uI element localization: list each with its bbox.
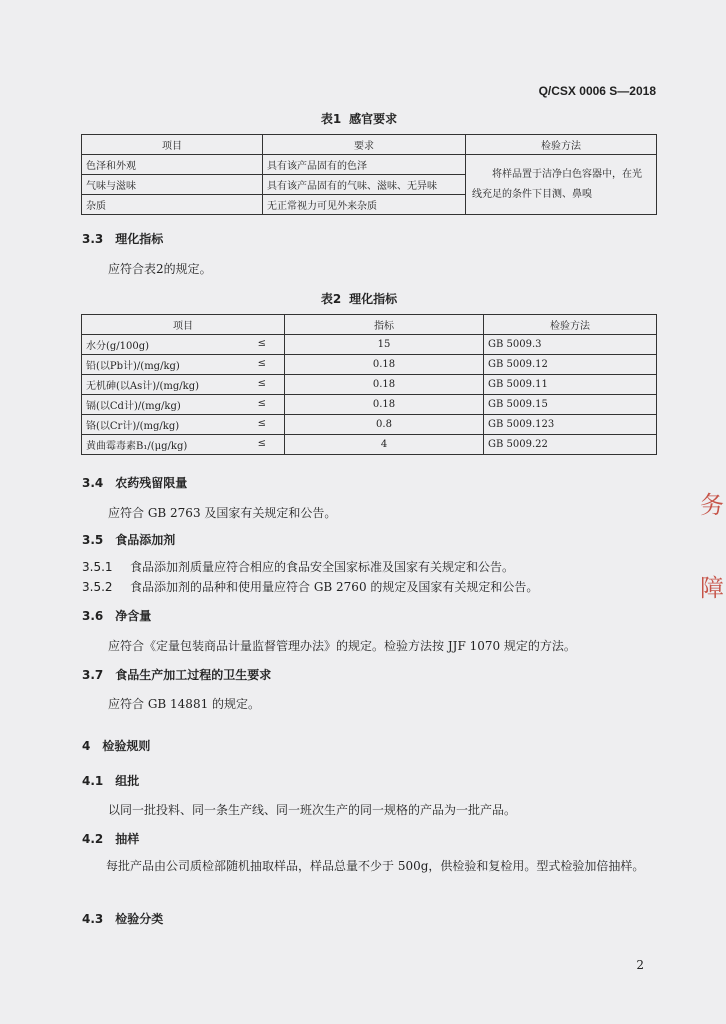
table2-cell-method: GB 5009.11 [484, 375, 657, 395]
section-3-7-heading: 3.7 食品生产加工过程的卫生要求 [82, 668, 272, 682]
table1-title: 感官要求 [349, 112, 398, 126]
table2-cell-method: GB 5009.15 [484, 395, 657, 415]
table2-cell-item: 无机砷(以As计)/(mg/kg) ≤ [82, 375, 285, 395]
section-4-1-heading: 4.1 组批 [82, 774, 140, 788]
table1-header-item: 项目 [82, 135, 263, 155]
table2-cell-method: GB 5009.123 [484, 415, 657, 435]
table1-header-method: 检验方法 [466, 135, 657, 155]
section-3-6-text: 应符合《定量包装商品计量监督管理办法》的规定。检验方法按 JJF 1070 规定的方法。 [108, 639, 576, 653]
table2-title: 理化指标 [349, 292, 398, 306]
table1-number: 表1 [320, 112, 342, 126]
section-3-4-text: 应符合 GB 2763 及国家有关规定和公告。 [108, 506, 337, 520]
table2-header-item: 项目 [82, 315, 285, 335]
table-row [82, 355, 657, 375]
section-3-6-heading: 3.6 净含量 [82, 609, 152, 623]
table1-cell-item: 气味与滋味 [82, 175, 263, 195]
table2-cell-item: 镉(以Cd计)/(mg/kg) ≤ [82, 395, 285, 415]
section-4-2-text: 每批产品由公司质检部随机抽取样品，样品总量不少于 500g，供检验和复检用。型式检验加倍抽样。 [106, 859, 645, 873]
table2-number: 表2 [320, 292, 342, 306]
section-3-3-heading: 3.3 理化指标 [82, 232, 164, 246]
table2-cell-method: GB 5009.22 [484, 435, 657, 455]
table1-caption [0, 110, 726, 127]
table1-cell-requirement: 具有该产品固有的色泽 [263, 155, 466, 175]
table2-physchem [81, 314, 657, 455]
table2-cell-value: 0.18 [285, 375, 484, 395]
table2-cell-value: 15 [285, 335, 484, 355]
section-3-3-text: 应符合表2的规定。 [108, 262, 212, 276]
section-4-2-heading: 4.2 抽样 [82, 832, 140, 846]
table2-cell-value: 0.18 [285, 395, 484, 415]
table1-sensory [81, 134, 657, 215]
page-number: 2 [636, 958, 644, 972]
table-row [82, 395, 657, 415]
table1-cell-item: 色泽和外观 [82, 155, 263, 175]
table-row [82, 435, 657, 455]
table2-cell-item: 铅(以Pb计)/(mg/kg) ≤ [82, 355, 285, 375]
table2-cell-value: 0.18 [285, 355, 484, 375]
section-3-7-text: 应符合 GB 14881 的规定。 [108, 697, 261, 711]
table2-header-value: 指标 [285, 315, 484, 335]
table2-cell-item: 黄曲霉毒素B₁/(μg/kg) ≤ [82, 435, 285, 455]
table-row [82, 415, 657, 435]
table1-cell-item: 杂质 [82, 195, 263, 215]
table2-cell-item: 铬(以Cr计)/(mg/kg) ≤ [82, 415, 285, 435]
standard-code: Q/CSX 0006 S—2018 [538, 84, 656, 98]
section-4-3-heading: 4.3 检验分类 [82, 912, 164, 926]
table1-cell-requirement: 无正常视力可见外来杂质 [263, 195, 466, 215]
table1-header-requirement: 要求 [263, 135, 466, 155]
table2-cell-item: 水分(g/100g) ≤ [82, 335, 285, 355]
table2-cell-value: 4 [285, 435, 484, 455]
section-3-5-2: 3.5.2 食品添加剂的品种和使用量应符合 GB 2760 的规定及国家有关规定和公告。 [82, 580, 539, 594]
table-row [82, 155, 657, 175]
section-4-1-text: 以同一批投料、同一条生产线、同一班次生产的同一规格的产品为一批产品。 [108, 803, 517, 817]
table1-cell-requirement: 具有该产品固有的气味、滋味、无异味 [263, 175, 466, 195]
table2-caption [0, 290, 726, 307]
table-row [82, 335, 657, 355]
table1-cell-method: 将样品置于洁净白色容器中，在光线充足的条件下目测、鼻嗅 [466, 155, 657, 215]
table2-cell-value: 0.8 [285, 415, 484, 435]
table2-cell-method: GB 5009.12 [484, 355, 657, 375]
stamp-fragment-top: 务 [700, 491, 724, 519]
section-3-5-1: 3.5.1 食品添加剂质量应符合相应的食品安全国家标准及国家有关规定和公告。 [82, 560, 515, 574]
table2-cell-method: GB 5009.3 [484, 335, 657, 355]
section-3-4-heading: 3.4 农药残留限量 [82, 476, 188, 490]
section-4-heading: 4 检验规则 [82, 739, 151, 753]
stamp-fragment-bottom: 障 [700, 574, 724, 602]
table2-header-method: 检验方法 [484, 315, 657, 335]
table-row [82, 375, 657, 395]
section-3-5-heading: 3.5 食品添加剂 [82, 533, 176, 547]
